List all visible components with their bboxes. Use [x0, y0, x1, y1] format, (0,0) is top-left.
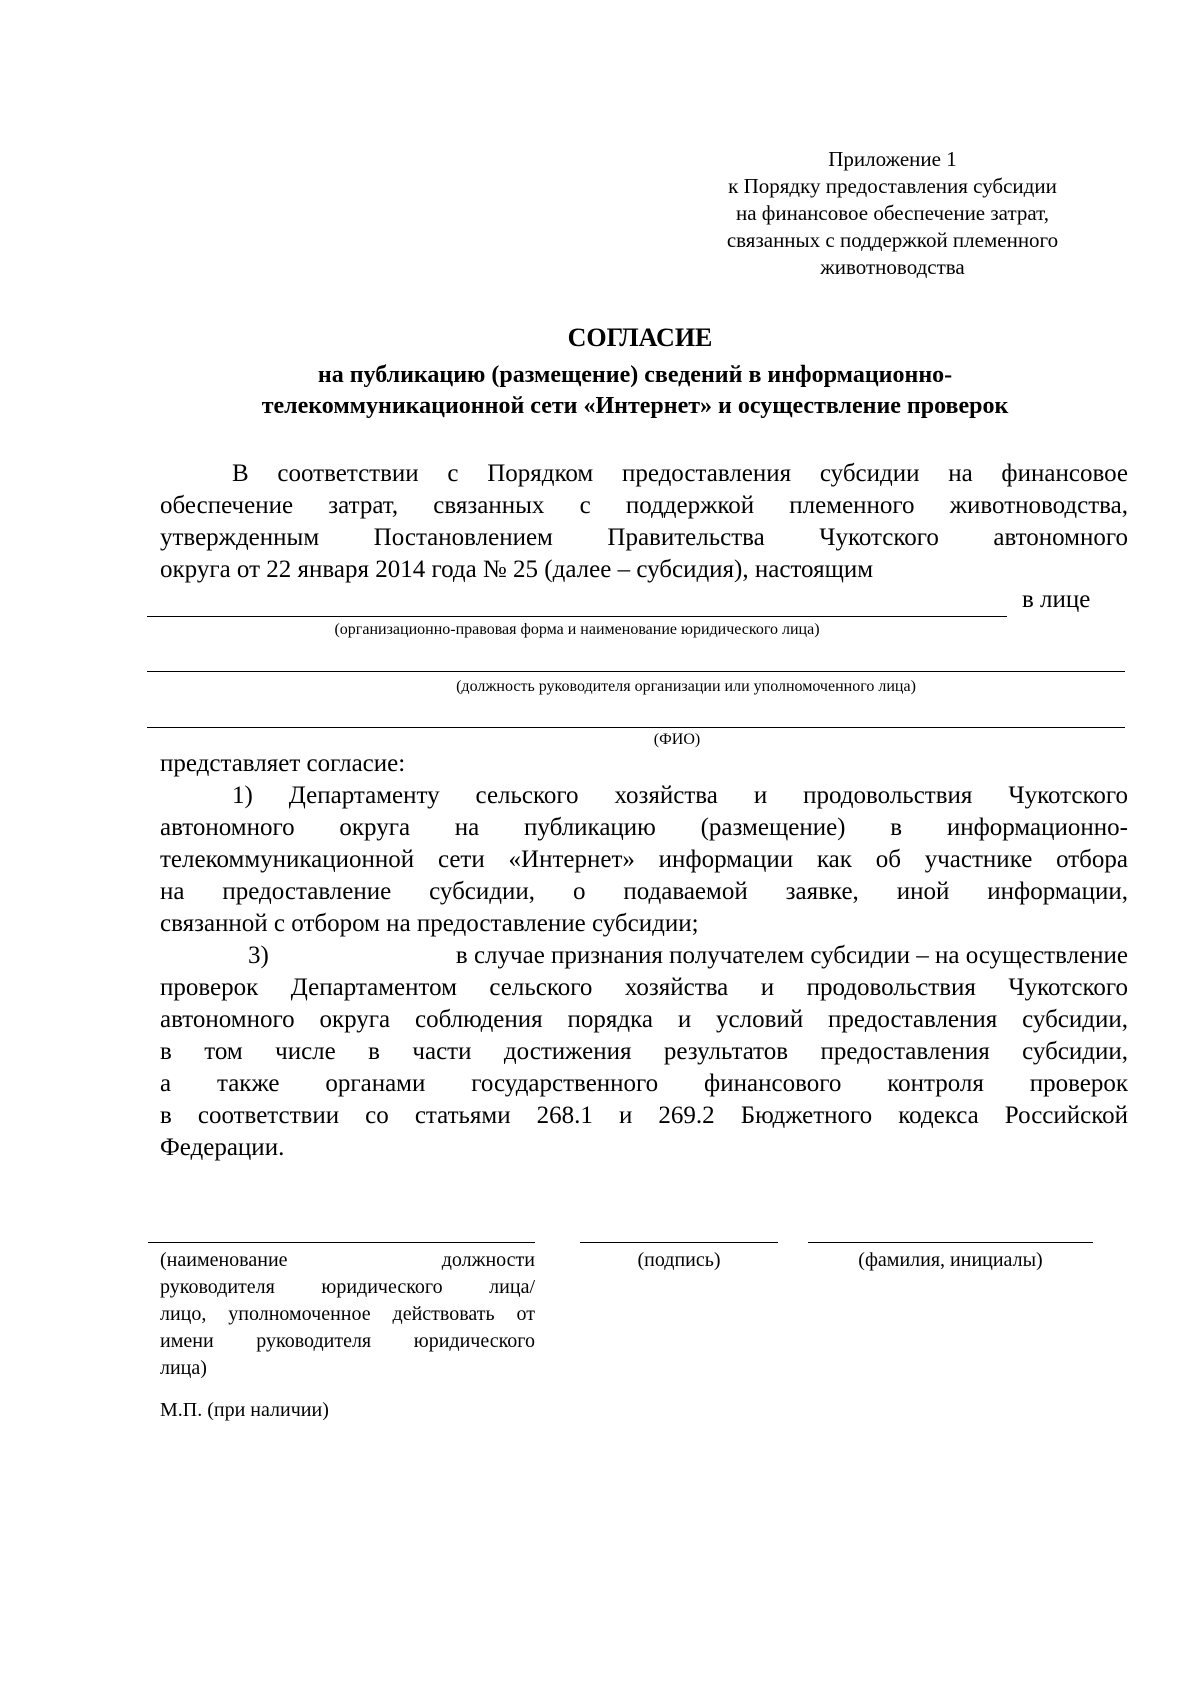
- item3-line: Федерации.: [160, 1134, 285, 1161]
- item1-line: автономного округа на публикацию (размещение) в информационно-: [160, 814, 1128, 841]
- item1-line: связанной с отбором на предоставление субсидии;: [160, 910, 699, 937]
- item3-line: а также органами государственного финансового контроля проверок: [160, 1070, 1128, 1097]
- position-caption-line: лица): [160, 1357, 207, 1379]
- seal-note: М.П. (при наличии): [160, 1399, 329, 1421]
- position-caption: [147, 677, 1125, 697]
- document-subtitle: [150, 360, 1120, 422]
- item3-first-line: [160, 940, 1128, 972]
- item1-line: 1) Департаменту сельского хозяйства и продовольствия Чукотского: [232, 782, 1128, 809]
- appendix-line: Приложение 1: [828, 147, 957, 171]
- fio-field-line[interactable]: [147, 727, 1125, 728]
- appendix-header: [690, 146, 1095, 281]
- position-caption-line: имени руководителя юридического: [160, 1330, 535, 1352]
- subtitle-line: телекоммуникационной сети «Интернет» и осуществление проверок: [261, 393, 1009, 419]
- appendix-line: на финансовое обеспечение затрат,: [735, 201, 1050, 225]
- intro-line: обеспечение затрат, связанных с поддержкой племенного животноводства,: [160, 492, 1128, 519]
- appendix-line: животноводства: [820, 255, 965, 279]
- appendix-line: к Порядку предоставления субсидии: [728, 174, 1057, 198]
- intro-line: В соответствии с Порядком предоставления субсидии на финансовое: [232, 460, 1128, 487]
- consent-body: [160, 748, 1128, 1164]
- v-litse-text: в лице: [1022, 586, 1091, 613]
- item3-line: проверок Департаментом сельского хозяйства и продовольствия Чукотского: [160, 974, 1128, 1001]
- position-signature-caption: [160, 1247, 535, 1382]
- position-caption-line: лицо, уполномоченное действовать от: [160, 1303, 535, 1325]
- name-caption: (фамилия, инициалы): [858, 1249, 1043, 1271]
- subtitle-line: на публикацию (размещение) сведений в информационно-: [317, 362, 953, 388]
- position-signature-line[interactable]: [148, 1242, 535, 1243]
- item3-line: в том числе в части достижения результатов предоставления субсидии,: [160, 1038, 1128, 1065]
- name-signature-line[interactable]: [808, 1242, 1093, 1243]
- position-field-line[interactable]: [147, 671, 1125, 672]
- org-name-caption: (организационно-правовая форма и наименование юридического лица): [334, 621, 820, 638]
- signature-line[interactable]: [580, 1242, 778, 1243]
- item1-line: телекоммуникационной сети «Интернет» информации как об участнике отбора: [160, 846, 1128, 873]
- item1-line: на предоставление субсидии, о подаваемой заявке, иной информации,: [160, 878, 1128, 905]
- document-title: СОГЛАСИЕ: [567, 323, 713, 352]
- position-caption-line: (наименование должности: [160, 1249, 535, 1271]
- intro-line: округа от 22 января 2014 года № 25 (далее – субсидия), настоящим: [160, 556, 874, 583]
- item3-first-line-text: в случае признания получателем субсидии – на осуществление: [455, 942, 1128, 969]
- fio-caption: (ФИО): [653, 731, 701, 748]
- consent-intro: представляет согласие:: [160, 750, 406, 777]
- signature-caption: (подпись): [637, 1249, 721, 1271]
- item3-line: в соответствии со статьями 268.1 и 269.2 Бюджетного кодекса Российской: [160, 1102, 1128, 1129]
- item3-number: 3): [248, 942, 269, 969]
- intro-line: утвержденным Постановлением Правительства Чукотского автономного: [160, 524, 1128, 551]
- appendix-line: связанных с поддержкой племенного: [726, 228, 1059, 252]
- item3-line: автономного округа соблюдения порядка и условий предоставления субсидии,: [160, 1006, 1128, 1033]
- position-caption-line: руководителя юридического лица/: [160, 1276, 535, 1298]
- intro-paragraph: [160, 458, 1128, 586]
- position-caption-text: (должность руководителя организации или уполномоченного лица): [456, 678, 916, 695]
- org-name-field-line[interactable]: [147, 616, 1007, 617]
